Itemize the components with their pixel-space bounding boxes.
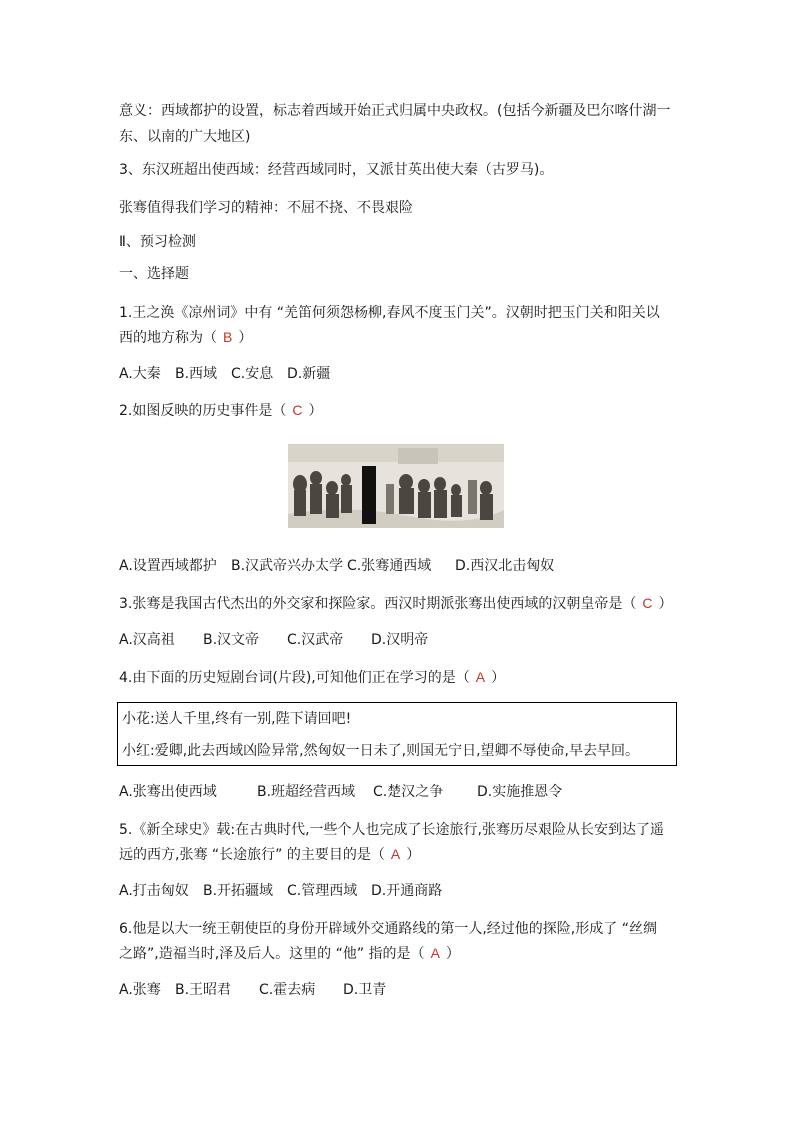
section-title: Ⅱ、预习检测	[119, 234, 196, 250]
question-4-option-a: A.张骞出使西域	[119, 784, 217, 800]
question-4-answer: A	[475, 669, 486, 685]
question-3-option-d: D.汉明帝	[371, 632, 429, 648]
question-3-option-a: A.汉高祖	[119, 632, 175, 648]
question-6-stem-line2-text: 之路”,造福当时,泽及后人。这里的 “他” 指的是（	[119, 946, 425, 962]
mural-painting-figures	[288, 444, 504, 528]
question-5-option-b: B.开拓疆域	[203, 883, 274, 899]
significance-paragraph: 意义：西域都护的设置，标志着西域开始正式归属中央政权。(包括今新疆及巴尔喀什湖一东、以南的广大地区)	[119, 103, 671, 145]
question-6-option-a: A.张骞	[119, 982, 161, 998]
question-4-stem-text: 4.由下面的历史短剧台词(片段),可知他们正在学习的是（	[119, 670, 470, 686]
spirit-text: 张骞值得我们学习的精神：不屈不挠、不畏艰险	[119, 200, 413, 216]
question-6-option-c: C.霍去病	[259, 982, 316, 998]
question-5-stem-line2-text: 远的西方,张骞 “长途旅行” 的主要目的是（	[119, 847, 385, 863]
question-2-option-a: A.设置西域都护	[119, 558, 217, 574]
question-6-close: ）	[445, 946, 460, 962]
question-1-stem-line2	[119, 327, 252, 348]
question-5-answer: A	[390, 846, 401, 862]
question-6-options	[119, 980, 386, 1000]
question-5-option-d: D.开通商路	[371, 883, 443, 899]
question-4-option-c: C.楚汉之争	[373, 784, 444, 800]
question-2-stem	[119, 400, 322, 421]
question-2-answer: C	[292, 402, 303, 418]
question-1-options	[119, 364, 330, 384]
dialogue-line-xiaohua: 小花:送人千里,终有一别,陛下请回吧!	[122, 711, 352, 727]
question-6-stem-line2	[119, 943, 460, 964]
question-5-options	[119, 881, 442, 901]
question-4-option-b: B.班超经营西域	[257, 784, 356, 800]
question-2-option-c: C.张骞通西域	[347, 558, 432, 574]
question-4-stem	[119, 667, 505, 688]
question-3-option-b: B.汉文帝	[203, 632, 260, 648]
question-6-option-b: B.王昭君	[175, 982, 232, 998]
question-3-option-c: C.汉武帝	[287, 632, 344, 648]
question-1-stem-line2-text: 西的地方称为（	[119, 330, 217, 346]
question-2-option-d: D.西汉北击匈奴	[455, 558, 555, 574]
mural-painting-image	[288, 444, 504, 528]
question-1-option-d: D.新疆	[287, 366, 331, 382]
question-5-close: ）	[406, 847, 421, 863]
question-6-option-d: D.卫青	[343, 982, 387, 998]
question-2-option-b: B.汉武帝兴办太学	[231, 558, 344, 574]
question-5-option-c: C.管理西域	[287, 883, 358, 899]
question-1-option-a: A.大秦	[119, 366, 161, 382]
question-1-answer: B	[223, 329, 233, 345]
question-1-option-c: C.安息	[231, 366, 274, 382]
question-6-answer: A	[430, 945, 440, 961]
question-2-close: ）	[308, 403, 323, 419]
question-4-option-d: D.实施推恩令	[477, 784, 563, 800]
question-3-stem	[119, 593, 672, 614]
question-3-answer: C	[642, 595, 653, 611]
question-5-stem-line1: 5.《新全球史》载:在古典时代,一些个人也完成了长途旅行,张骞历尽艰险从长安到达了遥	[119, 822, 664, 838]
question-4-close: ）	[491, 670, 506, 686]
question-6-stem-line1: 6.他是以大一统王朝使臣的身份开辟域外交通路线的第一人,经过他的探险,形成了 “丝绸	[119, 921, 657, 937]
question-5-option-a: A.打击匈奴	[119, 883, 189, 899]
question-2-options	[119, 556, 554, 576]
point-3-text: 3、东汉班超出使西域：经营西域同时，又派甘英出使大秦（古罗马)。	[119, 162, 554, 178]
question-5-stem-line2	[119, 844, 420, 865]
question-3-stem-text: 3.张骞是我国古代杰出的外交家和探险家。西汉时期派张骞出使西域的汉朝皇帝是（	[119, 596, 637, 612]
question-1-option-b: B.西域	[175, 366, 218, 382]
dialogue-line-xiaohong: 小红:爱卿,此去西域凶险异常,然匈奴一日未了,则国无宁日,望卿不辱使命,早去早回。	[122, 743, 639, 759]
question-3-options	[119, 630, 428, 650]
drama-dialogue-box	[117, 702, 677, 766]
subsection-title: 一、选择题	[119, 266, 189, 282]
question-3-close: ）	[658, 596, 673, 612]
question-1-close: ）	[238, 330, 253, 346]
question-4-options	[119, 782, 562, 802]
question-2-stem-text: 2.如图反映的历史事件是（	[119, 403, 287, 419]
question-1-stem-line1: 1.王之涣《凉州词》中有 “羌笛何须怨杨柳,春风不度玉门关”。汉朝时把玉门关和阳关以	[119, 305, 660, 321]
